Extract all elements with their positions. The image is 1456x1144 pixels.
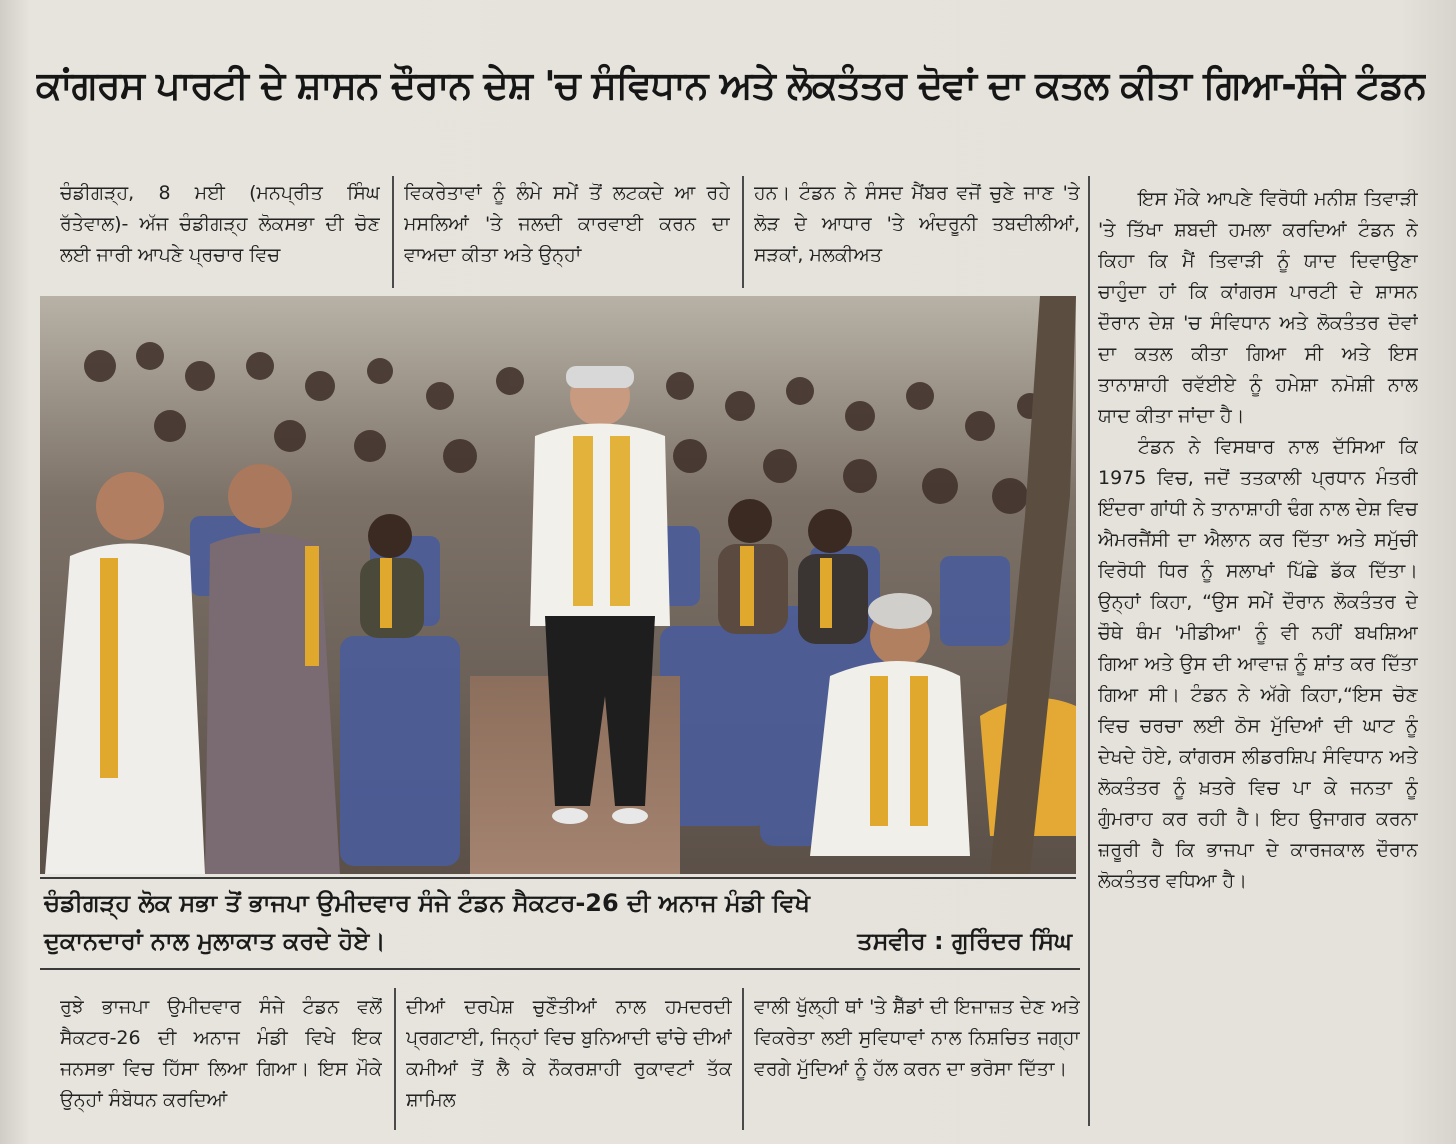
paragraph: ਹਨ। ਟੰਡਨ ਨੇ ਸੰਸਦ ਮੈਂਬਰ ਵਜੋਂ ਚੁਣੇ ਜਾਣ 'ਤੇ ਲੋੜ ਦੇ ਆਧਾਰ 'ਤੇ ਅੰਦਰੂਨੀ ਤਬਦੀਲੀਆਂ, ਸੜਕਾਂ, ਮਲਕੀਅਤ (754, 182, 1080, 266)
paragraph: ਇਸ ਮੌਕੇ ਆਪਣੇ ਵਿਰੋਧੀ ਮਨੀਸ਼ ਤਿਵਾੜੀ 'ਤੇ ਤਿੱਖਾ ਸ਼ਬਦੀ ਹਮਲਾ ਕਰਦਿਆਂ ਟੰਡਨ ਨੇ ਕਿਹਾ ਕਿ ਮੈਂ ਤਿਵਾੜੀ ਨੂੰ ਯਾਦ ਦਿਵਾਉਣਾ ਚਾਹੁੰਦਾ ਹਾਂ ਕਿ ਕਾਂਗਰਸ ਪਾਰਟੀ ਦੇ ਸ਼ਾਸਨ ਦੌਰਾਨ ਦੇਸ਼ 'ਚ ਸੰਵਿਧਾਨ ਅਤੇ ਲੋਕਤੰਤਰ ਦੋਵਾਂ ਦਾ ਕਤਲ ਕੀਤਾ ਗਿਆ ਸੀ ਅਤੇ ਇਸ ਤਾਨਾਸ਼ਾਹੀ ਰਵੱਈਏ ਨੂੰ ਹਮੇਸ਼ਾ ਨਮੋਸ਼ੀ ਨਾਲ ਯਾਦ ਕੀਤਾ ਜਾਂਦਾ ਹੈ। (1098, 188, 1418, 427)
paragraph: ਰੁਝੇ ਭਾਜਪਾ ਉਮੀਦਵਾਰ ਸੰਜੇ ਟੰਡਨ ਵਲੋਂ ਸੈਕਟਰ-26 ਦੀ ਅਨਾਜ ਮੰਡੀ ਵਿਖੇ ਇਕ ਜਨਸਭਾ ਵਿਚ ਹਿੱਸਾ ਲਿਆ ਗਿਆ। ਇਸ ਮੌਕੇ ਉਨ੍ਹਾਂ ਸੰਬੋਧਨ ਕਰਦਿਆਂ (60, 996, 382, 1111)
paragraph: ਦੀਆਂ ਦਰਪੇਸ਼ ਚੁਣੌਤੀਆਂ ਨਾਲ ਹਮਦਰਦੀ ਪ੍ਰਗਟਾਈ, ਜਿਨ੍ਹਾਂ ਵਿਚ ਬੁਨਿਆਦੀ ਢਾਂਚੇ ਦੀਆਂ ਕਮੀਆਂ ਤੋਂ ਲੈ ਕੇ ਨੌਕਰਸ਼ਾਹੀ ਰੁਕਾਵਟਾਂ ਤੱਕ ਸ਼ਾਮਿਲ (406, 996, 732, 1111)
bottom-column-2 (406, 992, 732, 1132)
photo-credit: ਤਸਵੀਰ : ਗੁਰਿੰਦਰ ਸਿੰਘ (857, 927, 1072, 955)
bottom-column-3 (754, 992, 1080, 1132)
right-column (1098, 184, 1418, 1132)
paragraph: ਟੰਡਨ ਨੇ ਵਿਸਥਾਰ ਨਾਲ ਦੱਸਿਆ ਕਿ 1975 ਵਿਚ, ਜਦੋਂ ਤਤਕਾਲੀ ਪ੍ਰਧਾਨ ਮੰਤਰੀ ਇੰਦਰਾ ਗਾਂਧੀ ਨੇ ਤਾਨਾਸ਼ਾਹੀ ਢੰਗ ਨਾਲ ਦੇਸ਼ ਵਿਚ ਐਮਰਜੈਂਸੀ ਦਾ ਐਲਾਨ ਕਰ ਦਿੱਤਾ ਅਤੇ ਸਮੁੱਚੀ ਵਿਰੋਧੀ ਧਿਰ ਨੂੰ ਸਲਾਖਾਂ ਪਿੱਛੇ ਡੱਕ ਦਿੱਤਾ। ਉਨ੍ਹਾਂ ਕਿਹਾ, “ਉਸ ਸਮੇਂ ਦੌਰਾਨ ਲੋਕਤੰਤਰ ਦੇ ਚੌਥੇ ਥੰਮ 'ਮੀਡੀਆ' ਨੂੰ ਵੀ ਨਹੀਂ ਬਖਸ਼ਿਆ ਗਿਆ ਅਤੇ ਉਸ ਦੀ ਆਵਾਜ਼ ਨੂੰ ਸ਼ਾਂਤ ਕਰ ਦਿੱਤਾ ਗਿਆ ਸੀ। ਟੰਡਨ ਨੇ ਅੱਗੇ ਕਿਹਾ,“ਇਸ ਚੋਣ ਵਿਚ ਚਰਚਾ ਲਈ ਠੋਸ ਮੁੱਦਿਆਂ ਦੀ ਘਾਟ ਨੂੰ ਦੇਖਦੇ ਹੋਏ, ਕਾਂਗਰਸ ਲੀਡਰਸ਼ਿਪ ਸੰਵਿਧਾਨ ਅਤੇ ਲੋਕਤੰਤਰ ਨੂੰ ਖ਼ਤਰੇ ਵਿਚ ਪਾ ਕੇ ਜਨਤਾ ਨੂੰ ਗੁੰਮਰਾਹ ਕਰ ਰਹੀ ਹੈ। ਇਹ ਉਜਾਗਰ ਕਰਨਾ ਜ਼ਰੂਰੀ ਹੈ ਕਿ ਭਾਜਪਾ ਦੇ ਕਾਰਜਕਾਲ ਦੌਰਾਨ ਲੋਕਤੰਤਰ ਵਧਿਆ ਹੈ। (1098, 436, 1418, 892)
column-divider (742, 988, 744, 1130)
photo-caption (44, 884, 1076, 960)
column-divider (742, 176, 744, 288)
crowd-illustration (40, 296, 1076, 874)
top-column-2 (404, 178, 730, 288)
paragraph: ਵਾਲੀ ਖੁੱਲ੍ਹੀ ਥਾਂ 'ਤੇ ਸ਼ੈੱਡਾਂ ਦੀ ਇਜਾਜ਼ਤ ਦੇਣ ਅਤੇ ਵਿਕਰੇਤਾ ਲਈ ਸੁਵਿਧਾਵਾਂ ਨਾਲ ਨਿਸ਼ਚਿਤ ਜਗ੍ਹਾ ਵਰਗੇ ਮੁੱਦਿਆਂ ਨੂੰ ਹੱਲ ਕਰਨ ਦਾ ਭਰੋਸਾ ਦਿੱਤਾ। (754, 996, 1080, 1080)
column-divider (392, 176, 394, 288)
rally-photo (40, 296, 1076, 874)
dateline-paragraph: ਚੰਡੀਗੜ੍ਹ, 8 ਮਈ (ਮਨਪ੍ਰੀਤ ਸਿੰਘ ਰੱਤੇਵਾਲ)- ਅੱਜ ਚੰਡੀਗੜ੍ਹ ਲੋਕਸਭਾ ਦੀ ਚੋਣ ਲਈ ਜਾਰੀ ਆਪਣੇ ਪ੍ਰਚਾਰ ਵਿਚ (60, 182, 380, 266)
caption-bottom-rule (40, 968, 1080, 970)
caption-text: ਚੰਡੀਗੜ੍ਹ ਲੋਕ ਸਭਾ ਤੋਂ ਭਾਜਪਾ ਉਮੀਦਵਾਰ ਸੰਜੇ ਟੰਡਨ ਸੈਕਟਰ-26 ਦੀ ਅਨਾਜ ਮੰਡੀ ਵਿਖੇ ਦੁਕਾਨਦਾਰਾਂ ਨਾਲ ਮੁਲਾਕਾਤ ਕਰਦੇ ਹੋਏ। (44, 889, 810, 955)
caption-rule (40, 877, 1076, 879)
headline: ਕਾਂਗਰਸ ਪਾਰਟੀ ਦੇ ਸ਼ਾਸਨ ਦੌਰਾਨ ਦੇਸ਼ 'ਚ ਸੰਵਿਧਾਨ ਅਤੇ ਲੋਕਤੰਤਰ ਦੋਵਾਂ ਦਾ ਕਤਲ ਕੀਤਾ ਗਿਆ-ਸੰਜੇ ਟੰਡਨ (36, 63, 1426, 107)
column-divider (394, 988, 396, 1130)
top-column-1 (60, 178, 380, 288)
top-column-3 (754, 178, 1080, 288)
paragraph: ਵਿਕਰੇਤਾਵਾਂ ਨੂੰ ਲੰਮੇ ਸਮੇਂ ਤੋਂ ਲਟਕਦੇ ਆ ਰਹੇ ਮਸਲਿਆਂ 'ਤੇ ਜਲਦੀ ਕਾਰਵਾਈ ਕਰਨ ਦਾ ਵਾਅਦਾ ਕੀਤਾ ਅਤੇ ਉਨ੍ਹਾਂ (404, 182, 730, 266)
bottom-column-1 (60, 992, 382, 1132)
column-divider (1088, 176, 1090, 1126)
